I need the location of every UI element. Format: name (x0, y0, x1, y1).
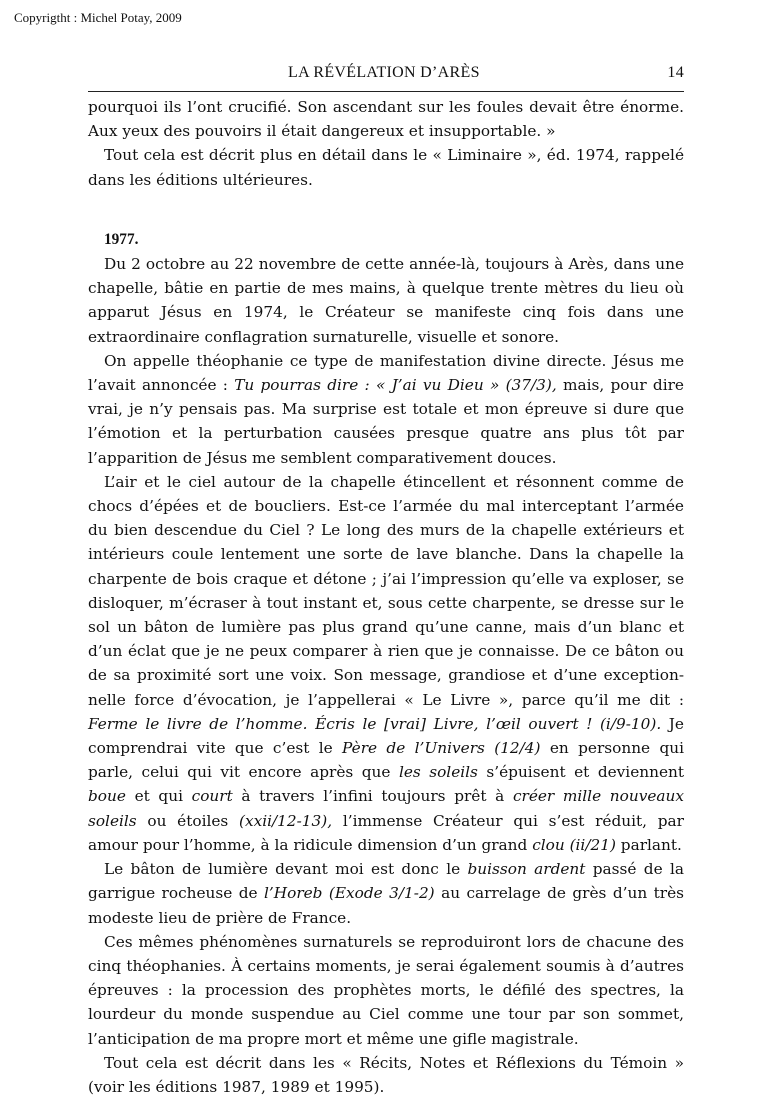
quote-italic: les soleils (398, 763, 478, 782)
text-run: Je comprendrai vite que c’est le (88, 714, 684, 758)
text-run: l’immense Créateur qui s’est réduit, par amour pour l’homme, à la ridicule dimension d’un grand (88, 811, 684, 854)
paragraph (88, 857, 684, 930)
text-run: parlant. (615, 835, 682, 854)
text-run: et qui (125, 787, 192, 806)
text-run: s’épuisent et deviennent (477, 763, 685, 782)
quote-italic: Tu pourras dire : « J’ai vu Dieu » (37/3), (234, 376, 557, 395)
body-text (88, 95, 684, 1099)
text-run: passé de la garrigue rocheuse de (88, 860, 684, 903)
text-run: au carrelage de grès d’un très modeste lieu de prière de France. (88, 884, 684, 927)
header-rule (88, 91, 684, 92)
quote-italic: boue (88, 787, 126, 806)
paragraph (88, 349, 684, 470)
text-run: L’air et le ciel autour de la chapelle étincellent et résonnent comme de chocs d’épées et de boucliers. Est-ce l’armée du mal interceptant l’armée du bien descendue du Ciel ? Le long des murs de la chapelle extérieurs et intérieurs coule lentement une sorte de lave blanche. Dans la chapelle la charpente de bois craque et détone ; j’ai l’impression qu’elle va exploser, se disloquer, m’écraser à tout instant et, sous cette charpente, se dresse sur le sol un bâton de lumière pas plus grand qu’une canne, mais d’un blanc et d’un éclat que je ne peux comparer à rien que je connaisse. De ce bâton ou de sa proximité sort une voix. Son message, grandiose et d’une exception-nelle force d’évocation, je l’appellerai « Le Livre », parce qu’il me dit : (88, 472, 684, 709)
paragraph: Tout cela est décrit plus en détail dans le « Liminaire », éd. 1974, rappelé dans les éditions ultérieures. (88, 146, 684, 189)
quote-italic: clou (ii/21) (532, 835, 616, 854)
page-number: 14 (667, 64, 684, 81)
text-run: en personne qui parle, celui qui vit encore après que (88, 739, 684, 782)
quote-italic: Père de l’Univers (12/4) (342, 739, 541, 758)
quote-italic: Ferme le livre de l’homme. Écris le [vrai] Livre, l’œil ouvert ! (i/9-10). (88, 714, 662, 733)
paragraph: Du 2 octobre au 22 novembre de cette année-là, toujours à Arès, dans une chapelle, bâtie en partie de mes mains, à quelque trente mètres du lieu où apparut Jésus en 1974, le Créateur se manifeste cinq fois dans une extraordinaire conflagration surnaturelle, visuelle et sonore. (88, 255, 684, 346)
book-title: LA RÉVÉLATION D’ARÈS (288, 64, 480, 81)
quote-italic: buisson ardent (467, 860, 586, 879)
text-run: ou étoiles (136, 811, 240, 830)
copyright-notice: Copyrigtht : Michel Potay, 2009 (14, 10, 182, 25)
paragraph-continued: pourquoi ils l’ont crucifié. Son ascendant sur les foules devait être énorme. Aux yeux des pouvoirs il était dangereux et insupportable. » (88, 98, 684, 141)
section-heading-year: 1977. (104, 230, 139, 248)
quote-italic: créer mille nouveaux soleils (88, 787, 684, 830)
quote-italic: court (191, 787, 233, 806)
paragraph (88, 470, 684, 857)
paragraph: Ces mêmes phénomènes surnaturels se reproduiront lors de chacune des cinq théophanies. À certains moments, je serai également soumis à d’autres épreuves : la procession des prophètes morts, le défilé des spectres, la lourdeur du monde suspendue au Ciel comme une tour par son sommet, l’anticipation de ma propre mort et même une gifle magistrale. (88, 932, 684, 1048)
quote-italic: l’Horeb (Exode 3/1-2) (264, 884, 435, 903)
text-run: Le bâton de lumière devant moi est donc le (104, 860, 468, 879)
text-run: à travers l’infini toujours prêt à (232, 787, 513, 806)
text-run: On appelle théophanie ce type de manifestation divine directe. Jésus me l’avait annoncée : (88, 351, 684, 395)
paragraph: Tout cela est décrit dans les « Récits, Notes et Réflexions du Témoin » (voir les éditions 1987, 1989 et 1995). (88, 1053, 684, 1096)
text-run: mais, pour dire vrai, je n’y pensais pas. Ma surprise est totale et mon épreuve si dure que l’émotion et la perturbation causées presque quatre ans plus tôt par l’apparition de Jésus me semblent comparativement douces. (88, 376, 684, 467)
quote-italic: (xxii/12-13), (239, 811, 333, 830)
